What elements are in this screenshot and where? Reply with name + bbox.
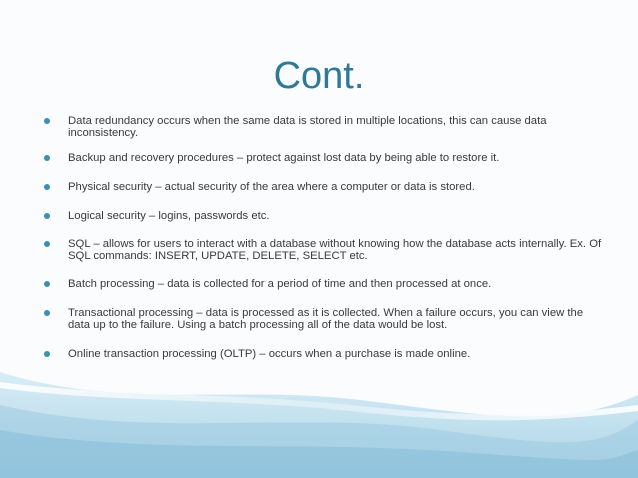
bullet-item [44,210,604,222]
bullet-dot-icon [44,184,50,190]
bullet-dot-icon [44,281,50,287]
bullet-text: Online transaction processing (OLTP) – occurs when a purchase is made online. [68,348,471,360]
bullet-text: Transactional processing – data is processed as it is collected. When a failure occurs, you can view the data up to the failure. Using a batch processing all of the data would be lost. [68,307,584,331]
bullet-text: Batch processing – data is collected for a period of time and then processed at once. [68,278,492,290]
bullet-item [44,348,604,360]
bullet-text: Backup and recovery procedures – protect against lost data by being able to restore it. [68,152,500,164]
bullet-dot-icon [44,310,50,316]
bullet-dot-icon [44,351,50,357]
bullet-item [44,115,604,139]
bullet-text: SQL – allows for users to interact with a database without knowing how the database acts internally. Ex. Of SQL commands: INSERT, UPDATE, DELETE, SELECT etc. [68,238,602,262]
bullet-item [44,278,604,290]
bullet-dot-icon [44,241,50,247]
bullet-dot-icon [44,118,50,124]
bullet-text: Logical security – logins, passwords etc. [68,210,270,222]
bullet-item [44,307,604,331]
bullet-text: Data redundancy occurs when the same data is stored in multiple locations, this can cause data inconsistency. [68,115,547,139]
slide-title: Cont. [273,55,365,97]
bullet-dot-icon [44,155,50,161]
bullet-text: Physical security – actual security of the area where a computer or data is stored. [68,181,475,193]
bullet-item [44,238,604,262]
bullet-item [44,152,604,164]
bullet-dot-icon [44,213,50,219]
bullet-item [44,181,604,193]
